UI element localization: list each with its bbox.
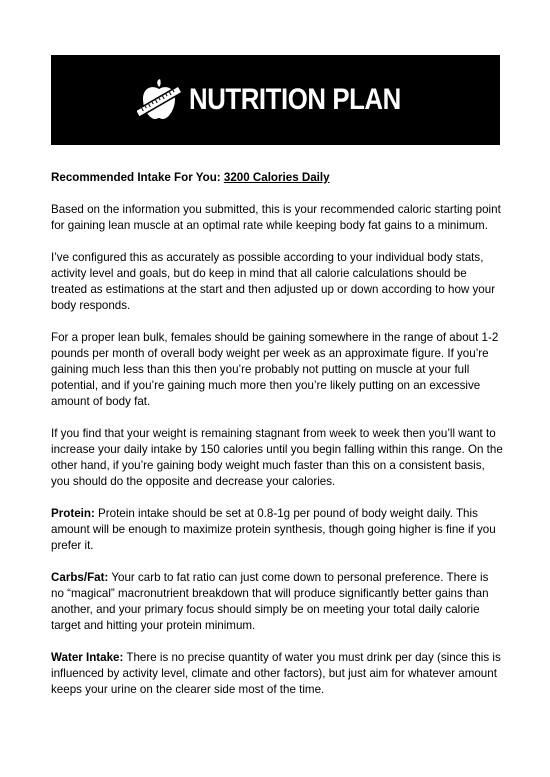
protein-section (51, 506, 503, 554)
paragraph-adjustment: If you find that your weight is remaining stagnant from week to week then you’ll want to increase your daily intake by 150 calories until you begin falling within this range. On the other hand, if you’re gaining body weight much faster than this on a consistent basis, you should do the opposite and decrease your calories. (51, 427, 503, 488)
intake-value: 3200 Calories Daily (223, 171, 330, 184)
water-intake-section (51, 650, 503, 698)
header-content (137, 78, 413, 122)
page-title: NUTRITION PLAN (189, 83, 402, 116)
intake-label: Recommended Intake For You: (51, 171, 224, 184)
paragraph-overview: Based on the information you submitted, this is your recommended caloric starting point for gaining lean muscle at an optimal rate while keeping body fat gains to a minimum. (51, 203, 501, 232)
water-intake-term: Water Intake: (51, 651, 124, 664)
header-banner (51, 55, 500, 145)
protein-text: Protein intake should be set at 0.8-1g per pound of body weight daily. This amount will be enough to maximize protein synthesis, though going higher is fine if you prefer it. (51, 507, 496, 552)
water-intake-text: There is no precise quantity of water you must drink per day (since this is influenced by activity level, climate and other factors), but just aim for whatever amount keeps your urine on the clearer side most of the time. (51, 651, 501, 696)
carbs-fat-section (51, 570, 503, 634)
protein-term: Protein: (51, 507, 95, 520)
paragraph-lean-bulk: For a proper lean bulk, females should be gaining somewhere in the range of about 1-2 pounds per month of overall body weight per week as an approximate figure. If you’re gaining much less than this then you’re probably not putting on muscle at your full potential, and if you’re gaining much more then you’re likely putting on an excessive amount of body fat. (51, 331, 499, 408)
paragraph-configuration: I’ve configured this as accurately as possible according to your individual body stats, activity level and goals, but do keep in mind that all calorie calculations should be treated as estimations at the start and then adjusted up or down according to how your body responds. (51, 251, 496, 312)
apple-with-measuring-tape-icon (137, 78, 181, 122)
carbs-fat-text: Your carb to fat ratio can just come down to personal preference. There is no “magical” macronutrient breakdown that will produce significantly better gains than another, and your primary focus should simply be on meeting your total daily calorie target and hitting your protein minimum. (51, 571, 489, 632)
recommended-intake (51, 170, 503, 186)
document-body (51, 170, 503, 714)
carbs-fat-term: Carbs/Fat: (51, 571, 109, 584)
